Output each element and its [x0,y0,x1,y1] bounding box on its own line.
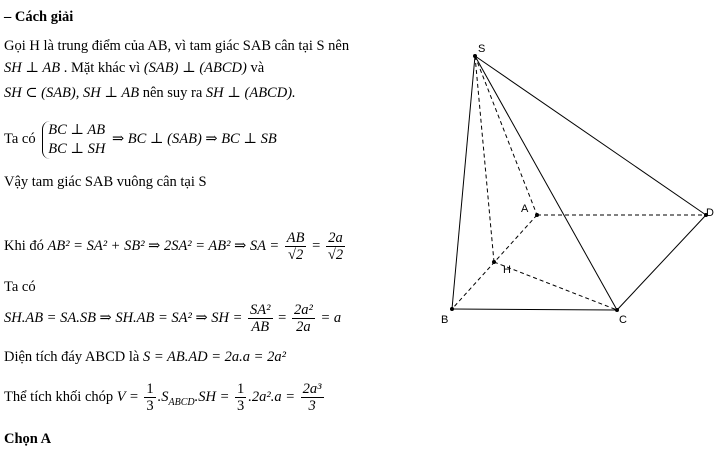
system-result: ⇒ BC ⊥ (SAB) ⇒ BC ⊥ SB [111,131,277,147]
khido-f1-num: AB [286,230,305,247]
intro-2-expr-c: (SAB) ⊥ (ABCD) [143,60,247,76]
section-heading: – Cách giải [4,9,74,25]
sh-f2-den: 2a [296,319,311,336]
vol-expr-a: V = [116,389,139,405]
edge-SC [475,56,617,310]
vol-f3-num: 2a³ [302,381,322,398]
vol-expr-d: .2a².a = [248,389,296,405]
point-B [450,307,454,311]
khido-equals: = [312,238,321,254]
area-expr: S = AB.AD = 2a.a = 2a² [142,349,286,365]
label-C: C [619,314,627,326]
khido-f1-den: √2 [288,247,304,264]
vol-f2-num: 1 [237,381,245,398]
intro-2-text-b: . Mặt khác vì [63,60,141,76]
intro-2-text-d: và [250,60,265,76]
volume-label: Thể tích khối chóp [4,389,114,405]
intro-3-expr-c: SH ⊥ (ABCD). [205,85,296,101]
sh-f1-num: SA² [250,302,271,319]
khido-f2-num: 2a [326,230,345,247]
conclusion-line: Vậy tam giác SAB vuông cân tại S [4,174,207,190]
area-label: Diện tích đáy ABCD là [4,349,140,365]
khido-expr: AB² = SA² + SB² ⇒ 2SA² = AB² ⇒ SA = [47,238,280,254]
edge-SB [452,56,475,309]
label-A: A [521,203,529,215]
segment-SH [475,56,494,262]
intro-2-expr-a: SH ⊥ AB [4,60,61,76]
intro-3-text-b: nên suy ra [142,85,203,101]
label-D: D [706,207,714,219]
point-A [535,213,539,217]
vol-expr-c: .SH = [194,389,230,405]
taco-label-1: Ta có [4,131,36,147]
vol-subscript: ABCD [168,396,195,408]
vol-expr-b: .S [157,389,169,405]
taco-line-2: Ta có [4,279,36,295]
vol-f1-den: 3 [146,398,154,415]
point-S [473,54,477,58]
system-eq-1: BC ⊥ AB [48,121,106,138]
label-S: S [478,43,486,55]
intro-3-expr-a: SH ⊂ (SAB), SH ⊥ AB [4,85,140,101]
edge-SA [475,56,537,215]
sh-f1-den: AB [251,319,270,336]
edge-BC [452,309,617,310]
sh-f2-num: 2a² [293,302,313,319]
edge-SD [475,56,706,215]
sh-tail: = a [320,310,342,326]
sh-equals: = [278,310,287,326]
point-H [492,260,496,264]
system-eq-2: BC ⊥ SH [48,140,106,157]
intro-line-1: Gọi H là trung điểm của AB, vì tam giác SAB cân tại S nên [4,38,350,54]
khido-label: Khi đó [4,238,44,254]
answer-line: Chọn A [4,431,52,447]
label-B: B [441,314,449,326]
sh-expr: SH.AB = SA.SB ⇒ SH.AB = SA² ⇒ SH = [4,310,243,326]
khido-f2-den: √2 [327,247,344,264]
edge-CD [617,215,706,310]
label-H: H [503,264,511,276]
vol-f2-den: 3 [237,398,245,415]
point-C [615,308,619,312]
vol-f1-num: 1 [146,381,154,398]
vol-f3-den: 3 [308,398,316,415]
segment-HC [494,262,617,310]
